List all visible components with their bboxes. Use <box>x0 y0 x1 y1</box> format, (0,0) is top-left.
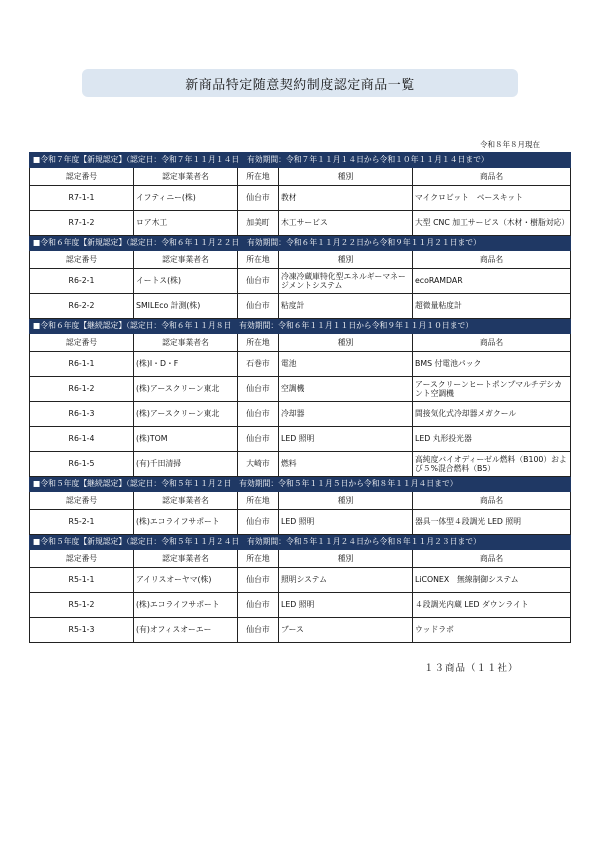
company-cell: (株)エコライフサポート <box>134 593 238 618</box>
cert-number-cell: R5-1-2 <box>30 593 134 618</box>
table-row <box>30 186 571 211</box>
company-cell: (株)アースクリーン東北 <box>134 402 238 427</box>
section-heading-row <box>30 236 571 251</box>
section-heading: ■令和５年度【継続認定】（認定日：令和５年１１月２日 有効期間：令和５年１１月５日から令和８年１１月４日まで） <box>30 477 571 492</box>
table-row <box>30 618 571 643</box>
title-banner <box>82 69 518 97</box>
header-company: 認定事業者名 <box>134 492 238 510</box>
page-title: 新商品特定随意契約制度認定商品一覧 <box>185 77 415 93</box>
product-cell: LiCONEX 無線制御システム <box>413 568 571 593</box>
section-heading-row <box>30 319 571 334</box>
header-cert-number: 認定番号 <box>30 168 134 186</box>
location-cell: 仙台市 <box>238 377 279 402</box>
table-row <box>30 593 571 618</box>
company-cell: (株)I・D・F <box>134 352 238 377</box>
table-header-row <box>30 492 571 510</box>
section-heading: ■令和７年度【新規認定】（認定日：令和７年１１月１４日 有効期間：令和７年１１月１４日から令和１０年１１月１４日まで） <box>30 153 571 168</box>
company-cell: SMILEco 計測(株) <box>134 294 238 319</box>
location-cell: 仙台市 <box>238 618 279 643</box>
section-heading: ■令和６年度【新規認定】（認定日：令和６年１１月２２日 有効期間：令和６年１１月２２日から令和９年１１月２１日まで） <box>30 236 571 251</box>
cert-number-cell: R6-2-1 <box>30 269 134 294</box>
type-cell: 粘度計 <box>279 294 413 319</box>
table-row <box>30 427 571 452</box>
product-cell: マイクロビット ベースキット <box>413 186 571 211</box>
table-body <box>30 153 571 643</box>
header-product: 商品名 <box>413 334 571 352</box>
company-cell: (有)千田清掃 <box>134 452 238 477</box>
certified-products-table <box>29 152 571 643</box>
product-cell: ウッドラボ <box>413 618 571 643</box>
type-cell: 空調機 <box>279 377 413 402</box>
location-cell: 仙台市 <box>238 510 279 535</box>
header-cert-number: 認定番号 <box>30 334 134 352</box>
company-cell: ロア木工 <box>134 211 238 236</box>
header-cert-number: 認定番号 <box>30 251 134 269</box>
product-cell: 間接気化式冷却器メガクール <box>413 402 571 427</box>
type-cell: LED 照明 <box>279 593 413 618</box>
header-location: 所在地 <box>238 334 279 352</box>
header-cert-number: 認定番号 <box>30 492 134 510</box>
table-row <box>30 352 571 377</box>
cert-number-cell: R6-1-4 <box>30 427 134 452</box>
location-cell: 加美町 <box>238 211 279 236</box>
company-cell: (有)オフィスオーエー <box>134 618 238 643</box>
company-cell: イートス(株) <box>134 269 238 294</box>
as-of-date: 令和８年８月現在 <box>480 140 540 149</box>
type-cell: 電池 <box>279 352 413 377</box>
type-cell: ブース <box>279 618 413 643</box>
table-row <box>30 510 571 535</box>
cert-number-cell: R6-2-2 <box>30 294 134 319</box>
header-product: 商品名 <box>413 550 571 568</box>
header-location: 所在地 <box>238 251 279 269</box>
cert-number-cell: R6-1-3 <box>30 402 134 427</box>
cert-number-cell: R7-1-2 <box>30 211 134 236</box>
cert-number-cell: R7-1-1 <box>30 186 134 211</box>
header-location: 所在地 <box>238 550 279 568</box>
type-cell: 教材 <box>279 186 413 211</box>
product-cell: 大型 CNC 加工サービス（木材・樹脂対応） <box>413 211 571 236</box>
table-row <box>30 377 571 402</box>
table-row <box>30 294 571 319</box>
location-cell: 仙台市 <box>238 568 279 593</box>
cert-number-cell: R6-1-1 <box>30 352 134 377</box>
company-cell: イフティニー(株) <box>134 186 238 211</box>
table-header-row <box>30 251 571 269</box>
company-cell: (株)TOM <box>134 427 238 452</box>
location-cell: 仙台市 <box>238 269 279 294</box>
location-cell: 仙台市 <box>238 186 279 211</box>
cert-number-cell: R6-1-5 <box>30 452 134 477</box>
header-company: 認定事業者名 <box>134 251 238 269</box>
location-cell: 大崎市 <box>238 452 279 477</box>
header-company: 認定事業者名 <box>134 168 238 186</box>
product-cell: 超微量粘度計 <box>413 294 571 319</box>
header-product: 商品名 <box>413 251 571 269</box>
product-list-sheet <box>29 152 570 643</box>
header-type: 種別 <box>279 168 413 186</box>
type-cell: 冷凍冷蔵庫特化型エネルギーマネージメントシステム <box>279 269 413 294</box>
table-header-row <box>30 550 571 568</box>
location-cell: 仙台市 <box>238 427 279 452</box>
table-row <box>30 452 571 477</box>
table-header-row <box>30 168 571 186</box>
header-company: 認定事業者名 <box>134 334 238 352</box>
product-cell: アースクリーンヒートポンプマルチデシカント空調機 <box>413 377 571 402</box>
type-cell: 照明システム <box>279 568 413 593</box>
type-cell: 冷却器 <box>279 402 413 427</box>
type-cell: 木工サービス <box>279 211 413 236</box>
location-cell: 仙台市 <box>238 294 279 319</box>
company-cell: (株)アースクリーン東北 <box>134 377 238 402</box>
header-type: 種別 <box>279 334 413 352</box>
header-type: 種別 <box>279 550 413 568</box>
table-row <box>30 211 571 236</box>
product-cell: LED 丸形投光器 <box>413 427 571 452</box>
section-heading-row <box>30 535 571 550</box>
type-cell: 燃料 <box>279 452 413 477</box>
header-location: 所在地 <box>238 168 279 186</box>
company-cell: (株)エコライフサポート <box>134 510 238 535</box>
cert-number-cell: R5-1-1 <box>30 568 134 593</box>
product-cell: BMS 付電池パック <box>413 352 571 377</box>
product-cell: 器具一体型４段調光 LED 照明 <box>413 510 571 535</box>
table-row <box>30 269 571 294</box>
header-product: 商品名 <box>413 168 571 186</box>
section-heading-row <box>30 153 571 168</box>
type-cell: LED 照明 <box>279 510 413 535</box>
product-cell: ecoRAMDAR <box>413 269 571 294</box>
company-cell: アイリスオーヤマ(株) <box>134 568 238 593</box>
location-cell: 仙台市 <box>238 593 279 618</box>
header-company: 認定事業者名 <box>134 550 238 568</box>
header-cert-number: 認定番号 <box>30 550 134 568</box>
table-row <box>30 568 571 593</box>
location-cell: 石巻市 <box>238 352 279 377</box>
table-row <box>30 402 571 427</box>
type-cell: LED 照明 <box>279 427 413 452</box>
header-location: 所在地 <box>238 492 279 510</box>
cert-number-cell: R5-1-3 <box>30 618 134 643</box>
product-cell: 高純度バイオディーゼル燃料（B100）および５%混合燃料（B5） <box>413 452 571 477</box>
section-heading-row <box>30 477 571 492</box>
cert-number-cell: R6-1-2 <box>30 377 134 402</box>
header-type: 種別 <box>279 251 413 269</box>
table-header-row <box>30 334 571 352</box>
total-count: １３商品（１１社） <box>424 663 519 674</box>
cert-number-cell: R5-2-1 <box>30 510 134 535</box>
location-cell: 仙台市 <box>238 402 279 427</box>
product-cell: ４段調光内蔵 LED ダウンライト <box>413 593 571 618</box>
header-product: 商品名 <box>413 492 571 510</box>
section-heading: ■令和６年度【継続認定】（認定日：令和６年１１月８日 有効期間：令和６年１１月１１日から令和９年１１月１０日まで） <box>30 319 571 334</box>
header-type: 種別 <box>279 492 413 510</box>
section-heading: ■令和５年度【新規認定】（認定日：令和５年１１月２４日 有効期間：令和５年１１月２４日から令和８年１１月２３日まで） <box>30 535 571 550</box>
